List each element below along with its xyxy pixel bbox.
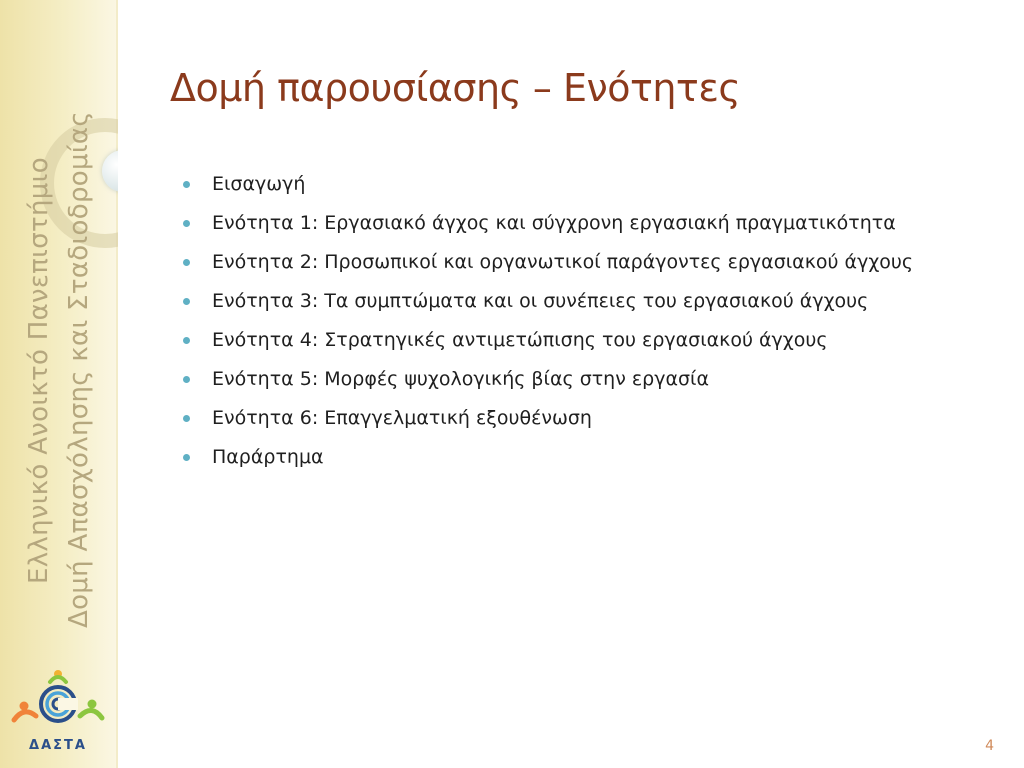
list-item (180, 443, 980, 471)
list-item-text: Εισαγωγή (212, 173, 306, 195)
list-item-text: Ενότητα 1: Εργασιακό άγχος και σύγχρονη εργασιακή πραγματικότητα (212, 212, 896, 234)
bullet-icon (183, 181, 190, 188)
list-item (180, 170, 980, 198)
bullet-icon (183, 454, 190, 461)
list-item-text: Ενότητα 4: Στρατηγικές αντιμετώπισης του εργασιακού άγχους (212, 329, 828, 351)
bullet-icon (183, 298, 190, 305)
bullet-icon (183, 337, 190, 344)
dasta-logo-icon (10, 664, 106, 738)
list-item (180, 248, 932, 276)
list-item-text: Ενότητα 3: Τα συμπτώματα και οι συνέπειες του εργασιακού άγχους (212, 290, 869, 312)
list-item-text: Ενότητα 5: Μορφές ψυχολογικής βίας στην εργασία (212, 368, 709, 390)
list-item-text: Παράρτημα (212, 446, 324, 468)
dasta-logo (10, 664, 106, 758)
list-item-text: Ενότητα 2: Προσωπικοί και οργανωτικοί παράγοντες εργασιακού άγχους (212, 251, 914, 273)
bullet-icon (183, 415, 190, 422)
bullet-icon (183, 259, 190, 266)
list-item (180, 209, 980, 237)
page-number: 4 (985, 738, 994, 754)
logo-text: ΔΑΣΤΑ (29, 738, 87, 753)
sidebar-university-name: Ελληνικό Ανοικτό Πανεπιστήμιο (24, 157, 54, 584)
list-item (180, 326, 980, 354)
sidebar-band (0, 0, 118, 768)
bullet-icon (183, 220, 190, 227)
list-item (180, 365, 980, 393)
sidebar-vertical-text (0, 0, 118, 768)
slide-title: Δομή παρουσίασης – Ενότητες (170, 66, 741, 110)
bullet-list (180, 170, 980, 482)
list-item (180, 404, 980, 432)
sidebar-department-name: Δομή Απασχόλησης και Σταδιοδρομίας (64, 111, 94, 628)
list-item (180, 287, 980, 315)
bullet-icon (183, 376, 190, 383)
list-item-text: Ενότητα 6: Επαγγελματική εξουθένωση (212, 407, 592, 429)
